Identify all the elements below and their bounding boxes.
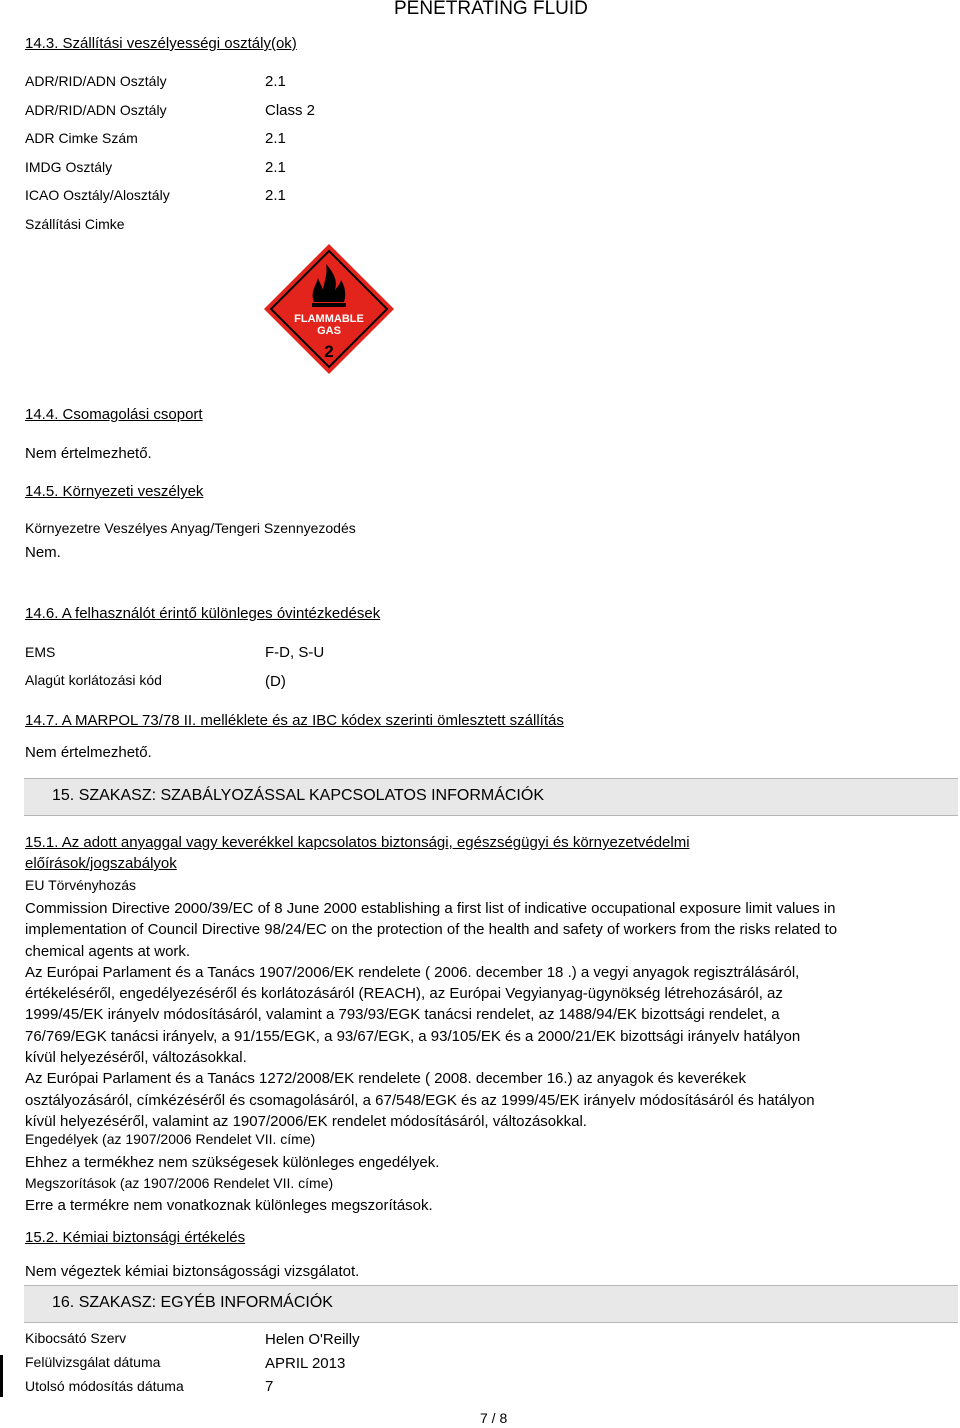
section-15-2-heading: 15.2. Kémiai biztonsági értékelés bbox=[25, 1229, 246, 1246]
eu-legislation-line: osztályozásáról, címkézéséről és csomagolásáról, a 67/548/EGK és az 1999/45/EK irányelv módosításáról és hatályon bbox=[25, 1091, 815, 1109]
eu-legislation-line: Az Európai Parlament és a Tanács 1272/2008/EK rendelete ( 2008. december 16.) az anyagok és keverékek bbox=[25, 1070, 746, 1088]
marpol-text: Nem értelmezhető. bbox=[25, 744, 152, 761]
section-15-1-heading-line1: 15.1. Az adott anyaggal vagy keverékkel kapcsolatos biztonsági, egészségügyi és környezetvédelmi bbox=[25, 834, 690, 851]
section-16-band bbox=[24, 1285, 958, 1323]
page-number: 7 / 8 bbox=[480, 1410, 508, 1426]
adr-label-number-value: 2.1 bbox=[265, 130, 286, 147]
eu-legislation-line: kívül helyezéséről, változásokkal. bbox=[25, 1049, 247, 1067]
icao-class-label: ICAO Osztály/Alosztály bbox=[25, 187, 170, 203]
eu-legislation-label: EU Törvényhozás bbox=[25, 877, 137, 893]
eu-legislation-text bbox=[25, 898, 945, 1132]
last-modified-label: Utolsó módosítás dátuma bbox=[25, 1378, 184, 1394]
section-14-6-heading: 14.6. A felhasználót érintő különleges óvintézkedések bbox=[25, 605, 381, 622]
authorisations-label: Engedélyek (az 1907/2006 Rendelet VII. címe) bbox=[25, 1131, 316, 1147]
packing-group-text: Nem értelmezhető. bbox=[25, 445, 152, 462]
adr-class-value-2: Class 2 bbox=[265, 102, 316, 119]
section-15-band bbox=[24, 778, 958, 816]
eu-legislation-line: kívül helyezéséről, valamint az 1907/2006/EK rendelet módosításáról, változásokkal. bbox=[25, 1112, 587, 1130]
authorisations-text: Ehhez a termékhez nem szükségesek különleges engedélyek. bbox=[25, 1154, 440, 1171]
section-14-3-heading: 14.3. Szállítási veszélyességi osztály(ok) bbox=[25, 35, 297, 52]
product-name: PENETRATING FLUID bbox=[394, 0, 588, 19]
chemical-safety-text: Nem végeztek kémiai biztonságossági vizsgálatot. bbox=[25, 1263, 360, 1280]
revision-date-label: Felülvizsgálat dátuma bbox=[25, 1354, 161, 1370]
adr-class-label-2: ADR/RID/ADN Osztály bbox=[25, 102, 167, 118]
eu-legislation-line: implementation of Council Directive 98/24/EC on the protection of the health and safety of workers from the risks related to bbox=[25, 921, 838, 939]
pictogram-number: 2 bbox=[324, 342, 334, 361]
tunnel-code-label: Alagút korlátozási kód bbox=[25, 672, 162, 688]
section-14-5-heading: 14.5. Környezeti veszélyek bbox=[25, 483, 204, 500]
transport-label-label: Szállítási Cimke bbox=[25, 216, 125, 232]
section-15-1-heading-line2: előírások/jogszabályok bbox=[25, 855, 177, 872]
ems-value: F-D, S-U bbox=[265, 644, 325, 661]
icao-class-value: 2.1 bbox=[265, 187, 286, 204]
eu-legislation-line: Commission Directive 2000/39/EC of 8 June 2000 establishing a first list of indicative occupational exposure limit values in bbox=[25, 900, 836, 917]
section-14-7-heading: 14.7. A MARPOL 73/78 II. melléklete és az IBC kódex szerinti ömlesztett szállítás bbox=[25, 712, 564, 729]
section-15-title: 15. SZAKASZ: SZABÁLYOZÁSSAL KAPCSOLATOS INFORMÁCIÓK bbox=[52, 787, 544, 804]
section-14-4-heading: 14.4. Csomagolási csoport bbox=[25, 406, 203, 423]
adr-class-value: 2.1 bbox=[265, 73, 286, 90]
eu-legislation-line: chemical agents at work. bbox=[25, 942, 191, 960]
env-hazard-label: Környezetre Veszélyes Anyag/Tengeri Szennyezodés bbox=[25, 520, 356, 536]
eu-legislation-line: Az Európai Parlament és a Tanács 1907/2006/EK rendelete ( 2006. december 18 .) a vegyi anyagok regisztrálásáról, bbox=[25, 963, 800, 981]
flammable-gas-diamond-icon bbox=[262, 242, 396, 376]
restrictions-text: Erre a termékre nem vonatkoznak különleges megszorítások. bbox=[25, 1197, 433, 1214]
imdg-class-value: 2.1 bbox=[265, 159, 286, 176]
restrictions-label: Megszorítások (az 1907/2006 Rendelet VII. címe) bbox=[25, 1175, 334, 1191]
adr-class-label: ADR/RID/ADN Osztály bbox=[25, 73, 167, 89]
imdg-class-label: IMDG Osztály bbox=[25, 159, 113, 175]
eu-legislation-line: értékeléséről, engedélyezéséről és korlátozásáról (REACH), az Európai Vegyianyag-ügynökség létrehozásáról, az bbox=[25, 985, 783, 1003]
issued-by-label: Kibocsátó Szerv bbox=[25, 1330, 127, 1346]
section-16-title: 16. SZAKASZ: EGYÉB INFORMÁCIÓK bbox=[52, 1294, 333, 1311]
eu-legislation-line: 1999/45/EK irányelv módosításáról, valamint a 793/93/EGK tanácsi rendelet, az 1488/94/EK bizottsági rendelet, a bbox=[25, 1006, 780, 1024]
env-hazard-value: Nem. bbox=[25, 544, 61, 561]
revision-date-value: APRIL 2013 bbox=[265, 1355, 346, 1372]
eu-legislation-line: 76/769/EGK tanácsi irányelv, a 91/155/EGK, a 93/67/EGK, a 93/105/EK és a 2000/21/EK bizottsági irányelv hatályon bbox=[25, 1027, 801, 1045]
ems-label: EMS bbox=[25, 644, 56, 660]
tunnel-code-value: (D) bbox=[265, 673, 286, 690]
adr-label-number-label: ADR Cimke Szám bbox=[25, 130, 138, 146]
revision-bar bbox=[0, 1355, 3, 1397]
pictogram-line2: GAS bbox=[317, 325, 341, 337]
issued-by-value: Helen O'Reilly bbox=[265, 1331, 360, 1348]
last-modified-value: 7 bbox=[265, 1378, 274, 1395]
pictogram-line1: FLAMMABLE bbox=[294, 313, 364, 325]
